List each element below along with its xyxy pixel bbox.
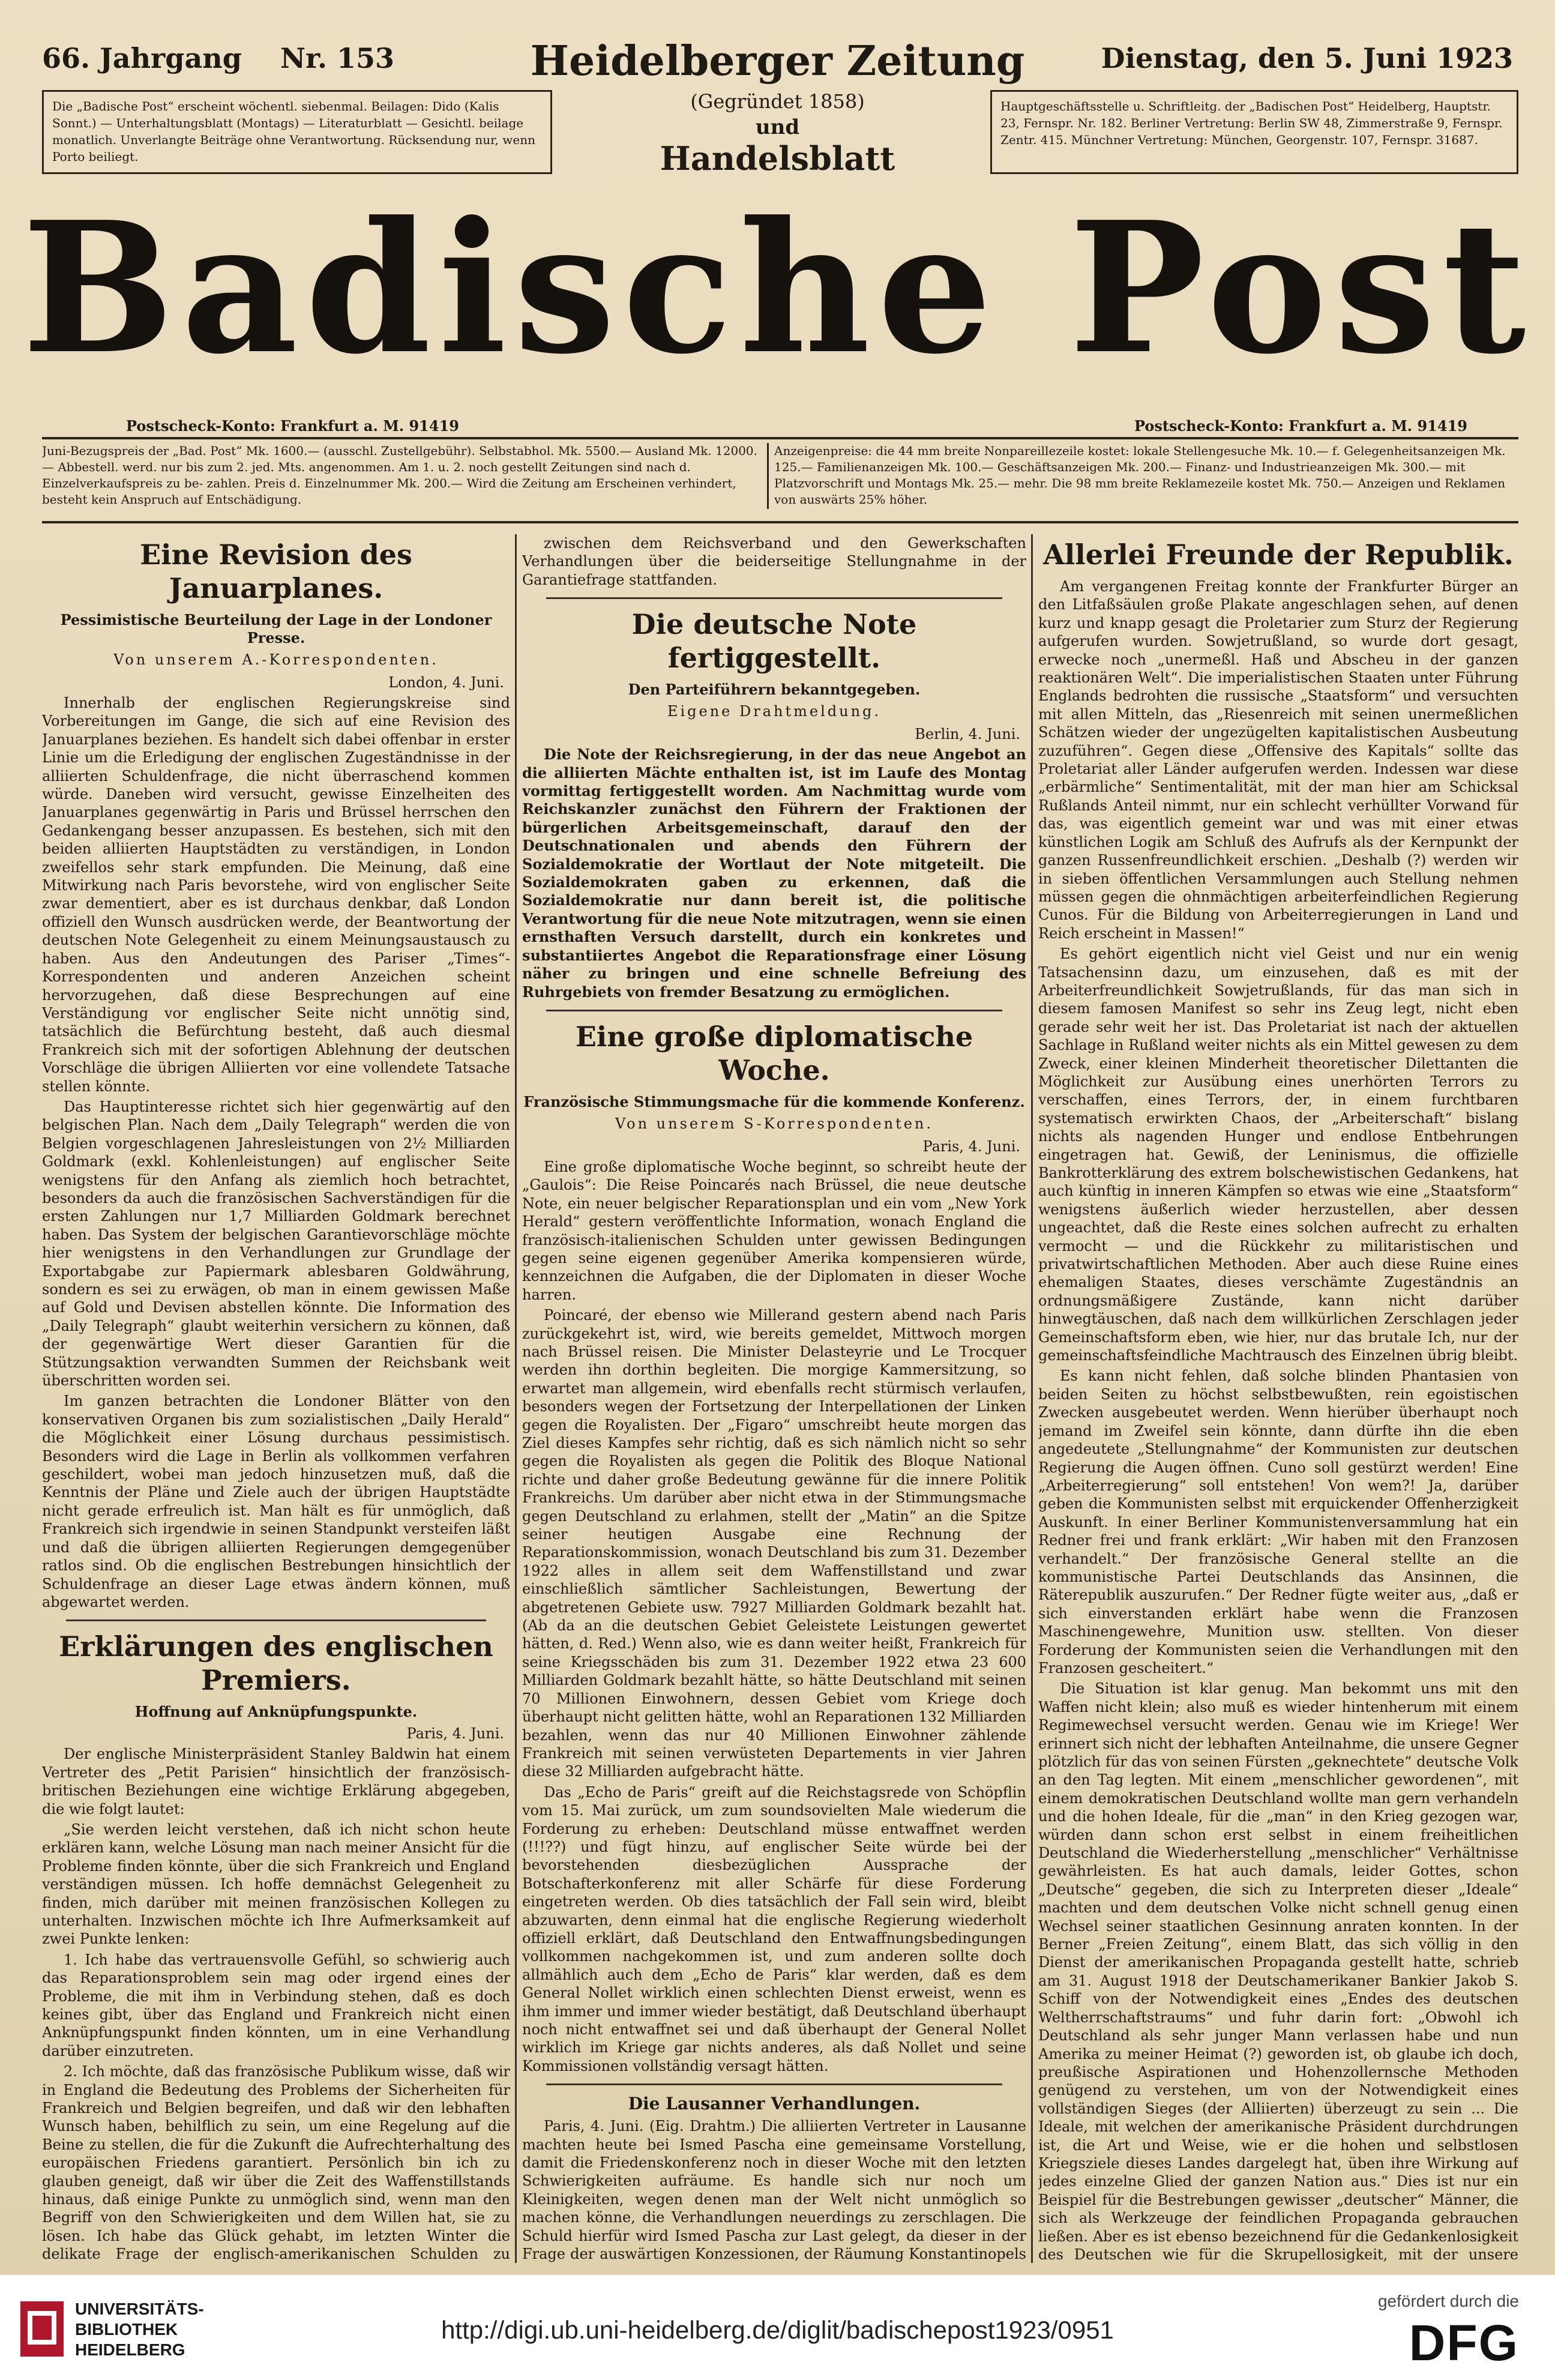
advertising-info: Anzeigenpreise: die 44 mm breite Nonpareillezeile kostet: lokale Stellengesuche Mk. 10.— f. Gelegenheitsanzeigen Mk. 125.— Familienanzeigen Mk. 100.— Geschäftsanzeigen Mk. 200.— Finanz- und Industrieanzeigen Mk. 300.— mit Platzvorschrift und Montags Mk. 25.— mehr. Die 98 mm breite Reklamezeile kostet Mk. 750.— Anzeigen und Reklamen von auswärts 25% höher. (774, 444, 1506, 507)
column-1 (42, 534, 510, 2263)
source-url[interactable]: http://digi.ub.uni-heidelberg.de/diglit/badischepost1923/0951 (441, 2316, 1114, 2344)
article-separator (546, 1010, 1002, 1011)
paragraph: Es gehört eigentlich nicht viel Geist und nur ein wenig Tatsachensinn dazu, um einzusehen, daß es mit der Arbeiterfreundlichkeit Sowjetrußlands, für das man sich in diesem famosen Manifest so sehr ins Zeug legt, nicht eben gerade sehr weit her ist. Das Proletariat ist nach der aktuellen Sachlage in Rußland weiter nichts als ein Mittel gewesen zu dem Zweck, einer kleinen Minderheit theoretischer Dilettanten die Möglichkeit zur Ausübung eines unerhörten Terrors zu verschaffen, eines Terrors, der, in einem furchtbaren systematisch erwirkten Chaos, der „Arbeiterschaft“ bislang nichts als nagenden Hunger und endlose Entbehrungen eingetragen hat. Gewiß, der Leninismus, die offizielle Bankrotterklärung des extrem bolschewistischen Gedankens, hat auch künftig in inneren Kämpfen so etwas wie eine „Staatsform“ wenigstens äußerlich wieder herzustellen, aber dessen ungeachtet, daß die Reste eines solchen aufrecht zu erhalten vermocht — und die Rückkehr zu militaristischen und privatwirtschaftlichen Methoden. Aber auch diese Ruine eines ehemaligen Staates, dieses verschämte Zugeständnis an ordnungsmäßigere Zustände, kann nicht darüber hinwegtäuschen, daß nach dem willkürlichen Zerschlagen jeder Gemeinschaftsform eben, wie hier, nur das brutale Ich, nur der gemeinschaftsfeindliche Machtrausch des Einzelnen übrig bleibt. (1038, 945, 1518, 1364)
paper-title: Heidelberger Zeitung (530, 37, 1025, 85)
paragraph: Die Note der Reichsregierung, in der das neue Angebot an die alliierten Mächte enthalten ist, ist im Laufe des Montag vormittag fertiggestellt worden. Am Nachmittag wurde vom Reichskanzler zunächst den Führern der Fraktionen der bürgerlichen Arbeitsgemeinschaft, darauf den der Deutschnationalen und abends den Führern der Sozialdemokratie der Wortlaut der Note mitgeteilt. Die Sozialdemokraten gaben zu erkennen, daß die Sozialdemokratie nur dann bereit ist, die politische Verantwortung für die neue Note mitzutragen, wenn sie einen ernsthaften Versuch darstellt, durch ein konkretes und substantiiertes Angebot die Reparationsfrage einer Lösung näher zu bringen und eine schnelle Befreiung des Ruhrgebiets von fremder Besatzung zu ermöglichen. (522, 746, 1026, 1001)
article-separator (66, 1619, 486, 1621)
founded-line: (Gegründet 1858) (690, 90, 865, 113)
byline-note: Eigene Drahtmeldung. (667, 703, 882, 720)
article-separator (546, 597, 1002, 599)
issue-number: Nr. 153 (280, 42, 395, 74)
uni-line-3: HEIDELBERG (75, 2340, 185, 2359)
uni-line-2: BIBLIOTHEK (75, 2320, 178, 2339)
dfg-logo: DFG (1409, 2315, 1519, 2371)
paragraph: Das „Echo de Paris“ greift auf die Reichstagsrede von Schöpflin vom 15. Mai zurück, um zum soundsovielten Male wiederum die Forderung zu erheben: Deutschland müsse entwaffnet werden (!!!??) und fügt hinzu, auf englischer Seite würde bei der bevorstehenden diesbezüglichen Aussprache der Botschafterkonferenz mit aller Schärfe für diese Forderung eingetreten werden. Ob dies tatsächlich der Fall sein wird, bleibt abzuwarten, denn einmal hat die englische Regierung wiederholt offiziell erklärt, daß Deutschland den Entwaffnungsbedingungen vollkommen nachgekommen ist, und zum anderen sollte doch allmählich auch dem „Echo de Paris“ klar werden, daß es dem General Nollet wirklich einen schlechten Dienst erweist, wenn es ihm immer und immer wieder bestätigt, daß Deutschland überhaupt noch nicht entwaffnet sei und daß überhaupt der General Nollet wirklich im Kriege gar nichts anderes, als daß Nollet und seine Kommissionen vollständig versagt hätten. (522, 1783, 1026, 2074)
headline-diplomatic-week: Eine große diplomatische Woche. (575, 1020, 973, 1086)
rule-bottom (42, 521, 1518, 523)
byline-diplomatic-week: Von unserem S-Korrespondenten. (615, 1115, 933, 1132)
office-info-box: Hauptgeschäftsstelle u. Schriftleitg. der „Badischen Post“ Heidelberg, Hauptstr. 23, Fernspr. Nr. 182. Berliner Vertretung: Berlin SW 48, Zimmerstraße 9, Fernspr. Zentr. 415. Münchner Vertretung: München, Georgenstr. 107, Fernspr. 31687. (990, 90, 1518, 174)
paragraph: Poincaré, der ebenso wie Millerand gestern abend nach Paris zurückgekehrt ist, wird, wie bereits gemeldet, Mittwoch morgen nach Brüssel reisen. Die Minister Delasteyrie und Le Trocquer werden ihn dorthin begleiten. Die morgige Kammersitzung, so erwartet man allgemein, wird ebenfalls recht stürmisch verlaufen, besonders wegen der Fortsetzung der Interpellationen der Linken gegen die Royalisten. Der „Figaro“ umschreibt heute morgen das Ziel dieses Kampfes sehr richtig, daß es sich nämlich nicht so sehr gegen die Royalisten als gegen die Politik des Bloque National richte und daher große Bedeutung gewänne für die innere Politik Frankreichs. Um darüber aber nicht etwa in der Stimmungsmache gegen Deutschland zu erlahmen, stellt der „Matin“ an die Spitze seiner heutigen Ausgabe eine Rechnung der Reparationskommission, wonach Deutschland bis zum 31. Dezember 1922 alles in allem seit dem Waffenstillstand und zwar einschließlich sämtlicher Sachleistungen, Bewertung der abgetretenen Gebiete usw. 7927 Milliarden Goldmark bezahlt hat. (Ab da an die deutschen Gebiet Geleistete Leistungen gewertet hätten, d. Red.) Wenn also, wie es dann weiter heißt, Frankreich für seine Kriegsschäden bis zum 31. Dezember 1922 etwa 23 600 Milliarden Goldmark bezahlt hätte, so hätte Deutschland mit seinen 70 Millionen Einwohnern, dessen Gebiet vom Kriege doch überhaupt nicht gelitten hätte, wohl an Reparationen 132 Milliarden bezahlen, wenn das nur 40 Millionen Einwohner zählende Frankreich mit seinen verwüsteten Departements in vier Jahren diese 32 Milliarden aufgebracht hätte. (522, 1307, 1026, 1780)
dateline-premier: Paris, 4. Juni. (406, 1725, 504, 1743)
volume: 66. Jahrgang (42, 42, 242, 74)
paragraph: Innerhalb der englischen Regierungskreise sind Vorbereitungen im Gange, die sich auf eine Revision des Januarplanes beziehen. Es handelt sich dabei offenbar in erster Linie um die Erledigung der englischen Zugeständnisse in der alliierten Schuldenfrage, die nicht überraschend kommen würde. Daneben wird versucht, gewisse Einzelheiten des Januarplanes gegenwärtig in Paris und Brüssel herrschen den Gedankengang besser anzupassen. Es bestehen, sich mit den beiden alliierten Hauptstädten zu verständigen, in London zweifellos sehr stark empfunden. Die Meinung, daß eine Mitwirkung nach Paris bevorstehe, wird von englischer Seite zwar dementiert, aber es ist durchaus denkbar, daß London offiziell den Wunsch ausdrücken werde, der Beantwortung der deutschen Note Gelegenheit zu einem Meinungsaustausch zu haben. Aus den Andeutungen des Pariser „Times“-Korrespondenten und anderen Anzeichen scheint hervorzugehen, daß diese Besprechungen auf eine Verständigung vor englischer Seite nicht unnötig sind, tatsächlich die Befürchtung besteht, daß auch diesmal Frankreich sich mit der sofortigen Ablehnung der deutschen Vorschläge die übrigen Alliierten vor eine vollendete Tatsache stellen könnte. (42, 694, 510, 1095)
paragraph: Es kann nicht fehlen, daß solche blinden Phantasien von beiden Seiten zu höchst selbstbewußten, rein egoistischen Zwecken ausgebeutet werden. Wenn hierüber überhaupt noch jemand im Zweifel sein könnte, dann dürfte ihn die eben angedeutete „Stellungnahme“ der Kommunisten zur deutschen Regierung die Augen öffnen. Cuno soll gestürzt werden! Eine „Arbeiterregierung“ soll entstehen! Von wem?! Ja, darüber geben die Kommunisten selbst mit erquickender Offenherzigkeit Auskunft. In einer Berliner Kommunistenversammlung hat ein Redner frei und frank erklärt: „Wir haben mit den Franzosen verhandelt.“ Der französische General stellte an die kommunistische Partei Deutschlands das Ansinnen, die Räterepublik auszurufen.“ Der Redner fügte weiter aus, „daß er sich einverstanden erklärt habe wenn die Franzosen Maschinengewehre, Munition usw. stellten. Von dieser Forderung der Kommunisten seien die Verhandlungen mit den Franzosen gescheitert.“ (1038, 1367, 1518, 1677)
byline-januarplan: Von unserem A.-Korrespondenten. (113, 651, 439, 668)
subhead-januarplan: Pessimistische Beurteilung der Lage in der Londoner Presse. (60, 611, 492, 646)
headline-lausanne: Die Lausanner Verhandlungen. (628, 2094, 921, 2114)
column-divider-1 (515, 534, 517, 2263)
subhead-premier: Hoffnung auf Anknüpfungspunkte. (134, 1703, 418, 1721)
funded-by-label: gefördert durch die (1377, 2292, 1519, 2310)
paragraph: Am vergangenen Freitag konnte der Frankfurter Bürger an den Litfaßsäulen große Plakate angeschlagen sehen, auf denen kurz und knapp gesagt die Proletarier zum Sturz der Regierung aufgerufen wurden. Sowjetrußland, so wurde dort gesagt, erwecke noch „unermeßl. Haß und Abscheu in der ganzen reaktionären Welt“. Die imperialistischen Staaten unter Führung Englands bedrohten die russische „Staatsform“ und versuchten mit allen Mitteln, das „Riesenreich mit seinen unermeßlichen Schätzen wieder der ungezügelten kapitalistischen Ausbeutung zuzuführen“. Gegen diese „Offensive des Kapitals“ sollte das Proletariat aller Länder aufgerufen werden. Indessen war diese „erbärmliche“ Sentimentalität, mit der man hier am Schicksal Rußlands Anteil nimmt, nur ein schlecht verhüllter Vorwand für das, was eigentlich gemeint war und was mit einer etwas künstlichen Logik am Schluß des Aufrufs als der Kernpunkt der ganzen Russenfreundlichkeit erschien. „Deshalb (?) werden wir in sieben öffentlichen Versammlungen auch Stellung nehmen müssen gegen die ohnmächtigen arbeiterfeindlichen Regierung Cunos. Für die Bildung von Arbeiterregierungen in Land und Reich erscheint in Massen!“ (1038, 578, 1518, 942)
paragraph: Das Hauptinteresse richtet sich hier gegenwärtig auf den belgischen Plan. Nach dem „Daily Telegraph“ werden die von Belgien vorgeschlagenen Jahresleistungen von 2½ Milliarden Goldmark (exkl. Kohlenleistungen) auf englischer Seite wenigstens für den Anfang als ziemlich hoch betrachtet, besonders da auch die französischen Sachverständigen für die ersten Zahlungen nur 1,7 Milliarden Goldmark berechnet haben. Das System der belgischen Garantievorschläge möchte hier wenigstens in den Verhandlungen zur Grundlage der Exportabgabe zur Papiermark ablesbaren Goldwährung, sondern es sei zu erwägen, ob man in einem gewissen Maße auf Gold und Devisen abstellen könnte. Die Information des „Daily Telegraph“ glaubt weiterhin versichern zu können, daß der gegenwärtige Wert dieser Garantien für die Stützungsaktion verwandten Summen der Reichsbank weit überschritten worden sei. (42, 1098, 510, 1390)
column-3 (1038, 534, 1518, 2263)
paragraph: zwischen dem Reichsverband und den Gewerkschaften Verhandlungen über die beiderseitige Stellungnahme in der Garantiefrage stattfanden. (522, 535, 1026, 588)
headline-note: Die deutsche Note fertiggestellt. (631, 608, 917, 675)
paragraph: „Sie werden leicht verstehen, daß ich nicht schon heute erklären kann, welche Lösung man nach meiner Ansicht für die Probleme finden könnte, über die sich Frankreich und England verständigen müssen. Ich hoffe demnächst Gelegenheit zu finden, mich darüber mit meinen französischen Kollegen zu unterhalten. Inzwischen möchte ich Ihre Aufmerksamkeit auf zwei Punkte lenken: (42, 1821, 510, 1948)
column-divider-2 (1031, 534, 1033, 2263)
subtitle: Handelsblatt (660, 139, 895, 178)
info-divider (767, 443, 769, 509)
subscription-info: Juni-Bezugspreis der „Bad. Post“ Mk. 1600.— (ausschl. Zustellgebühr). Selbstabhol. Mk. 5500.— Ausland Mk. 12000.— Abbestell. werd. nur bis zum 2. jed. Mts. angenommen. Am 1. u. 2. noch gestellt Zeitungen sind nach d. Einzelverkaufspreis zu be- zahlen. Preis d. Einzelnummer Mk. 200.— Wird die Zeitung am Erscheinen verhindert, besteht kein Anspruch auf Entschädigung. (42, 444, 758, 507)
postscheck-right: Postscheck-Konto: Frankfurt a. M. 91419 (1134, 417, 1467, 435)
paragraph: 2. Ich möchte, daß das französische Publikum wisse, daß wir in England die Bedeutung des Problems der Sicherheiten für Frankreich und Belgien begreifen, und daß wir den lebhaften Wunsch haben, behilflich zu sein, um eine Regelung auf die Beine zu stellen, die für die Zukunft die Aufrechterhaltung des europäischen Friedens garantiert. Persönlich bin ich zu glauben geneigt, daß wir über die Zeit des Waffenstillstands hinaus, daß einige Punkte zu unmöglich sind, wenn man den Begriff von den Schwierigkeiten und dem Willen hat, sie zu lösen. Ich habe das Glück gehabt, im letzten Winter die delikate Frage der englisch-amerikanischen Schulden zu (42, 2063, 510, 2263)
postscheck-left: Postscheck-Konto: Frankfurt a. M. 91419 (126, 417, 459, 435)
dateline-note: Berlin, 4. Juni. (915, 726, 1020, 743)
und-line: und (755, 115, 800, 139)
dateline-januarplan: London, 4. Juni. (388, 674, 504, 691)
subhead-note: Den Parteiführern bekanntgegeben. (628, 681, 921, 699)
paragraph: Paris, 4. Juni. (Eig. Drahtm.) Die alliierten Vertreter in Lausanne machten heute bei Ismed Pascha eine gemeinsame Vorstellung, damit die Friedenskonferenz noch in dieser Woche mit den letzten Schwierigkeiten aufräume. Es handle sich nur noch um Kleinigkeiten, wegen denen man der Welt nicht unmöglich so machen könne, die Verhandlungen neuerdings zu zerschlagen. Die Schuld hierfür wird Ismed Pascha zur Last gelegt, da dieser in der Frage der auswärtigen Konzessionen, der Räumung Konstantinopels (522, 2118, 1026, 2263)
uni-line-1: UNIVERSITÄTS- (75, 2300, 204, 2318)
dateline-diplomatic-week: Paris, 4. Juni. (922, 1137, 1020, 1155)
rule-top (42, 437, 1518, 439)
subhead-diplomatic-week: Französische Stimmungsmache für die kommende Konferenz. (523, 1092, 1025, 1110)
paragraph: 1. Ich habe das vertrauensvolle Gefühl, so schwierig auch das Reparationsproblem sein mag oder irgend eines der Probleme, die mit ihm in Verbindung stehen, daß es doch keines gibt, über das England und Frankreich nicht einen Anknüpfungspunkt finden könnten, um in eine Verhandlung darüber einzutreten. (42, 1951, 510, 2059)
paragraph: Im ganzen betrachten die Londoner Blätter von den konservativen Organen bis zum sozialistischen „Daily Herald“ die Möglichkeit einer Lösung durchaus pessimistisch. Besonders wird die Lage in Berlin als vollkommen verfahren geschildert, wobei man jedoch hinzusetzen muß, daß die Kenntnis der Pläne und Ziele auch der übrigen Hauptstädte nicht gerade erfreulich ist. Man hält es für unmöglich, daß Frankreich sich irgendwie in seinen Standpunkt versteifen läßt und daß die übrigen alliierten Regierungen demgegenüber ratlos sind. Ob die englischen Bestrebungen hinsichtlich der Schuldenfrage an dieser Lage etwas ändern können, muß abgewartet werden. (42, 1393, 510, 1610)
paragraph: Eine große diplomatische Woche beginnt, so schreibt heute der „Gaulois“: Die Reise Poincarés nach Brüssel, die neue deutsche Note, ein neuer belgischer Reparationsplan und ein vom „New York Herald“ gestern veröffentlichte Information, wonach England die französisch-italienischen Schulden unter gewissen Bedingungen gegen seine eigenen gegenüber Amerika kompensieren würde, kennzeichnen die Aufgaben, die der Diplomaten in dieser Woche harren. (522, 1158, 1026, 1303)
issue-date: Dienstag, den 5. Juni 1923 (1101, 42, 1513, 74)
column-2 (522, 534, 1026, 2263)
article-separator (546, 2083, 1002, 2085)
paragraph: Die Situation ist klar genug. Man bekommt uns mit den Waffen nicht klein; also muß es wieder hintenherum mit einem Regimewechsel versucht werden. Genau wie im Kriege! Wer erinnert sich nicht der lebhaften Anteilnahme, die unsere Gegner plötzlich für das von seinen Fürsten „geknechtete“ deutsche Volk an den Tag legten. Mit einem „menschlicher gewordenen“, mit einem demokratischen Deutschland wollte man gern verhandeln und die hohen Ideale, für die „man“ in den Krieg gezogen war, würden dann schon erst selbst in einem freiheitlichen Deutschland die Wiederherstellung „menschlicher“ Verhältnisse gewährleisten. Es hat auch damals, leider Gottes, schon „Deutsche“ gegeben, die sich zu Interpreten dieser „Ideale“ machten und dem deutschen Volke nicht schnell genug einen Wechsel seiner staatlichen Gesinnung anraten konnten. In der Berner „Freien Zeitung“, einem Blatt, das sich völlig in den Dienst der amerikanischen Propaganda gestellt hatte, schrieb am 31. August 1918 der Deutschamerikaner Bankier Jakob S. Schiff von der Notwendigkeit eines „Endes des deutschen Weltherrschaftstraums“ und fuhr darin fort: „Obwohl ich Deutschland als sehr junger Mann verlassen habe und nun Amerika zu meiner Heimat (?) geworden ist, ob glaube ich doch, preußische Aspirationen und Hohenzollernsche Methoden genügend zu verstehen, um von der Notwendigkeit eines vollständigen Sieges (der Alliierten) überzeugt zu sein ... Die Ideale, mit welchen der amerikanische Präsident durchdrungen ist, die Art und Weise, wie er die hohen und selbstlosen Kriegsziele dieses Landes dargelegt hat, üben ihre Wirkung auf jedes einzelne Glied der ganzen Nation aus.“ Dies ist nur ein Beispiel für die Bestrebungen gewisser „deutscher“ Männer, die sich als Werkzeuge der feindlichen Propaganda gebrauchen ließen. Aber es ist ebenso bezeichnend für die Gedankenlosigkeit des Deutschen wie für die Skrupellosigkeit, mit der unsere (1038, 1680, 1518, 2263)
publication-info-box: Die „Badische Post“ erscheint wöchentl. siebenmal. Beilagen: Dido (Kalis Sonnt.) — Unterhaltungsblatt (Montags) — Literaturblatt — Gesichtl. beilage monatlich. Unverlangte Beiträge ohne Verantwortung. Rücksendung nur, wenn Porto beiliegt. (42, 90, 552, 174)
masthead-logo: Badische Post (22, 182, 1533, 394)
headline-republik: Allerlei Freunde der Republik. (1043, 538, 1514, 571)
headline-januarplan: Eine Revision des Januarplanes. (140, 538, 412, 604)
headline-premier: Erklärungen des englischen Premiers. (59, 1630, 493, 1697)
paragraph: Der englische Ministerpräsident Stanley Baldwin hat einem Vertreter des „Petit Parisien“ hinsichtlich der französisch-britischen Beziehungen eine wichtige Erklärung abgegeben, die wie folgt lautet: (42, 1746, 510, 1818)
